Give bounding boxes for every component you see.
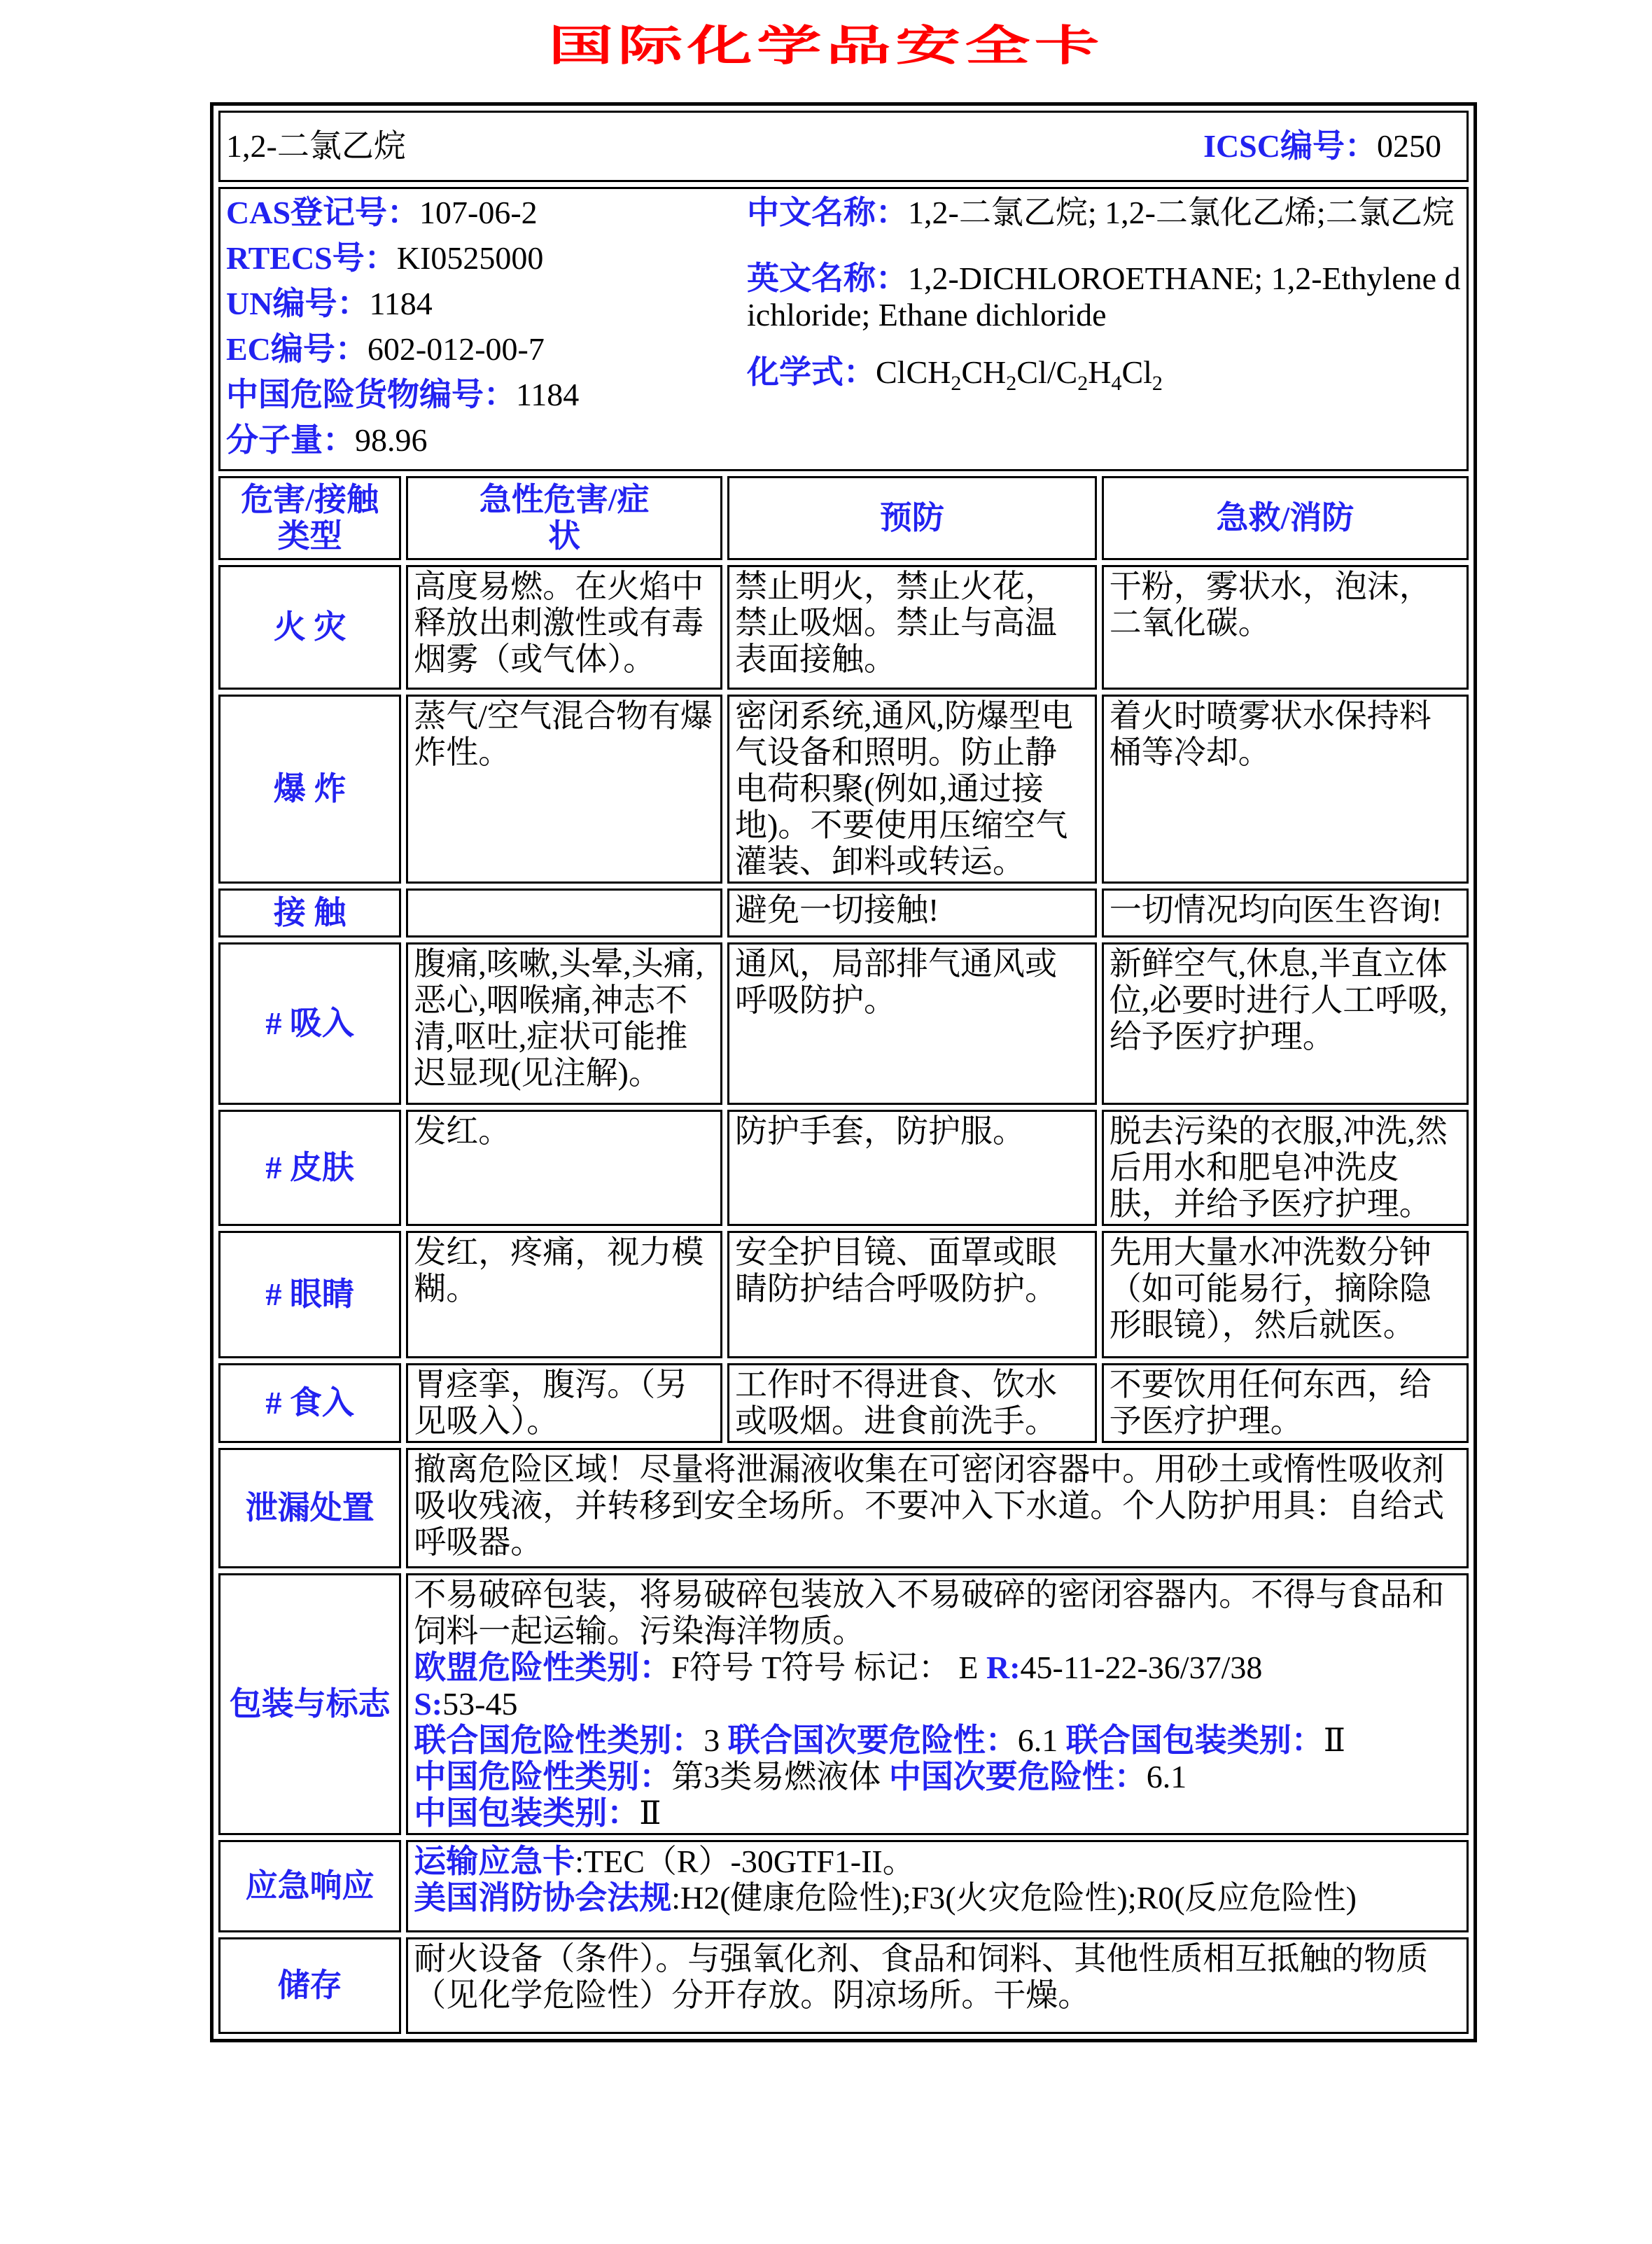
ingestion-prevention: 工作时不得进食、饮水或吸烟。进食前洗手。 <box>727 1363 1097 1443</box>
eyes-symptoms: 发红，疼痛，视力模糊。 <box>406 1231 722 1358</box>
header-symptoms: 急性危害/症状 <box>406 476 722 560</box>
emergency-text: 运输应急卡:TEC（R）-30GTF1-II。 美国消防协会法规:H2(健康危险性);F3(火灾危险性);R0(反应危险性) <box>406 1840 1469 1932</box>
contact-prevention: 避免一切接触! <box>727 888 1097 938</box>
contact-symptoms <box>406 888 722 938</box>
skin-prevention: 防护手套，防护服。 <box>727 1110 1097 1226</box>
explosion-symptoms: 蒸气/空气混合物有爆炸性。 <box>406 695 722 884</box>
identifier-row: UN编号：1184 <box>226 286 433 321</box>
storage-text: 耐火设备（条件）。与强氧化剂、食品和饲料、其他性质相互抵触的物质（见化学危险性）分开存放。阴凉场所。干燥。 <box>406 1937 1469 2034</box>
identifier-list <box>226 190 664 468</box>
chemical-formula: $ClCH_2CH_2Cl/C_2H_4Cl_2$ <box>876 354 1163 396</box>
skin-symptoms: 发红。 <box>406 1110 722 1226</box>
hazard-row-ingestion <box>218 1363 1469 1443</box>
hazard-header-row <box>218 476 1469 560</box>
eyes-label: # 眼睛 <box>218 1231 401 1358</box>
hazard-row-explosion <box>218 695 1469 884</box>
icsc-card-table <box>210 102 1477 2042</box>
explosion-prevention: 密闭系统,通风,防爆型电气设备和照明。防止静电荷积聚(例如,通过接地)。不要使用压缩空气灌装、卸料或转运。 <box>727 695 1097 884</box>
inhalation-symptoms: 腹痛,咳嗽,头晕,头痛,恶心,咽喉痛,神志不清,呕吐,症状可能推迟显现(见注解)。 <box>406 942 722 1105</box>
explosion-response: 着火时喷雾状水保持料桶等冷却。 <box>1102 695 1469 884</box>
header-response: 急救/消防 <box>1102 476 1469 560</box>
spill-text: 撤离危险区域！尽量将泄漏液收集在可密闭容器中。用砂土或惰性吸收剂吸收残液，并转移到安全场所。不要冲入下水道。个人防护用具：自给式呼吸器。 <box>406 1448 1469 1568</box>
english-name-line: 英文名称：1,2-DICHLOROETHANE; 1,2-Ethylene dichloride; Ethane dichloride <box>747 260 1461 333</box>
hazard-row-eyes <box>218 1231 1469 1358</box>
hazard-row-inhalation <box>218 942 1469 1105</box>
fire-symptoms: 高度易燃。在火焰中释放出刺激性或有毒烟雾（或气体）。 <box>406 565 722 690</box>
chemical-name: 1,2-二氯乙烷 <box>226 128 406 164</box>
inhalation-label: # 吸入 <box>218 942 401 1105</box>
skin-label: # 皮肤 <box>218 1110 401 1226</box>
hazard-row-fire <box>218 565 1469 690</box>
skin-response: 脱去污染的衣服,冲洗,然后用水和肥皂冲洗皮肤，并给予医疗护理。 <box>1102 1110 1469 1226</box>
storage-label: 储存 <box>218 1937 401 2034</box>
fire-prevention: 禁止明火，禁止火花，禁止吸烟。禁止与高温表面接触。 <box>727 565 1097 690</box>
storage-row <box>218 1937 1469 2034</box>
card-header-cell <box>218 111 1469 182</box>
fire-label: 火 灾 <box>218 565 401 690</box>
emergency-row <box>218 1840 1469 1932</box>
spill-row <box>218 1448 1469 1568</box>
inhalation-response: 新鲜空气,休息,半直立体位,必要时进行人工呼吸,给予医疗护理。 <box>1102 942 1469 1105</box>
ingestion-symptoms: 胃痉挛，腹泻。（另见吸入）。 <box>406 1363 722 1443</box>
identifier-row: CAS登记号：107-06-2 <box>226 195 538 230</box>
card-header-row <box>218 111 1469 182</box>
icsc-label: ICSC编号： <box>1203 128 1377 164</box>
icsc-value: 0250 <box>1377 128 1441 164</box>
eyes-prevention: 安全护目镜、面罩或眼睛防护结合呼吸防护。 <box>727 1231 1097 1358</box>
hazard-row-skin <box>218 1110 1469 1226</box>
icsc-number <box>1203 128 1461 165</box>
name-block <box>747 190 1461 468</box>
identifier-row: EC编号：602-012-00-7 <box>226 331 545 367</box>
chinese-name-line: 中文名称：1,2-二氯乙烷; 1,2-二氯化乙烯;二氯乙烷 <box>747 195 1455 230</box>
identifiers-cell <box>218 187 1469 471</box>
explosion-label: 爆 炸 <box>218 695 401 884</box>
page-title <box>0 18 1652 77</box>
packaging-text: 不易破碎包装，将易破碎包装放入不易破碎的密闭容器内。不得与食品和饲料一起运输。污染海洋物质。 欧盟危险性类别：F符号 T符号 标记： E R:45-11-22-36/37/38 S:53-45 联合国危险性类别：3 联合国次要危险性：6.1 联合国包装类别：Ⅱ 中国危险性类别：第3类易燃液体 中国次要危险性：6.1 中国包装类别：Ⅱ <box>406 1573 1469 1835</box>
ingestion-response: 不要饮用任何东西，给予医疗护理。 <box>1102 1363 1469 1443</box>
identifier-row: 分子量：98.96 <box>226 422 428 458</box>
contact-label: 接 触 <box>218 888 401 938</box>
identifier-row: RTECS号：KI0525000 <box>226 240 544 276</box>
spill-label: 泄漏处置 <box>218 1448 401 1568</box>
fire-response: 干粉，雾状水，泡沫，二氧化碳。 <box>1102 565 1469 690</box>
header-hazard-type: 危害/接触类型 <box>218 476 401 560</box>
formula-line: 化学式：$ClCH_2CH_2Cl/C_2H_4Cl_2$ <box>747 354 1163 396</box>
emergency-label: 应急响应 <box>218 1840 401 1932</box>
ingestion-label: # 食入 <box>218 1363 401 1443</box>
hazard-row-contact <box>218 888 1469 938</box>
identifier-row: 中国危险货物编号：1184 <box>226 377 580 412</box>
identifiers-row <box>218 187 1469 471</box>
page-title-text: 国际化学品安全卡 <box>548 23 1104 69</box>
eyes-response: 先用大量水冲洗数分钟（如可能易行，摘除隐形眼镜），然后就医。 <box>1102 1231 1469 1358</box>
inhalation-prevention: 通风，局部排气通风或呼吸防护。 <box>727 942 1097 1105</box>
packaging-row <box>218 1573 1469 1835</box>
header-prevention: 预防 <box>727 476 1097 560</box>
packaging-label: 包装与标志 <box>218 1573 401 1835</box>
contact-response: 一切情况均向医生咨询! <box>1102 888 1469 938</box>
